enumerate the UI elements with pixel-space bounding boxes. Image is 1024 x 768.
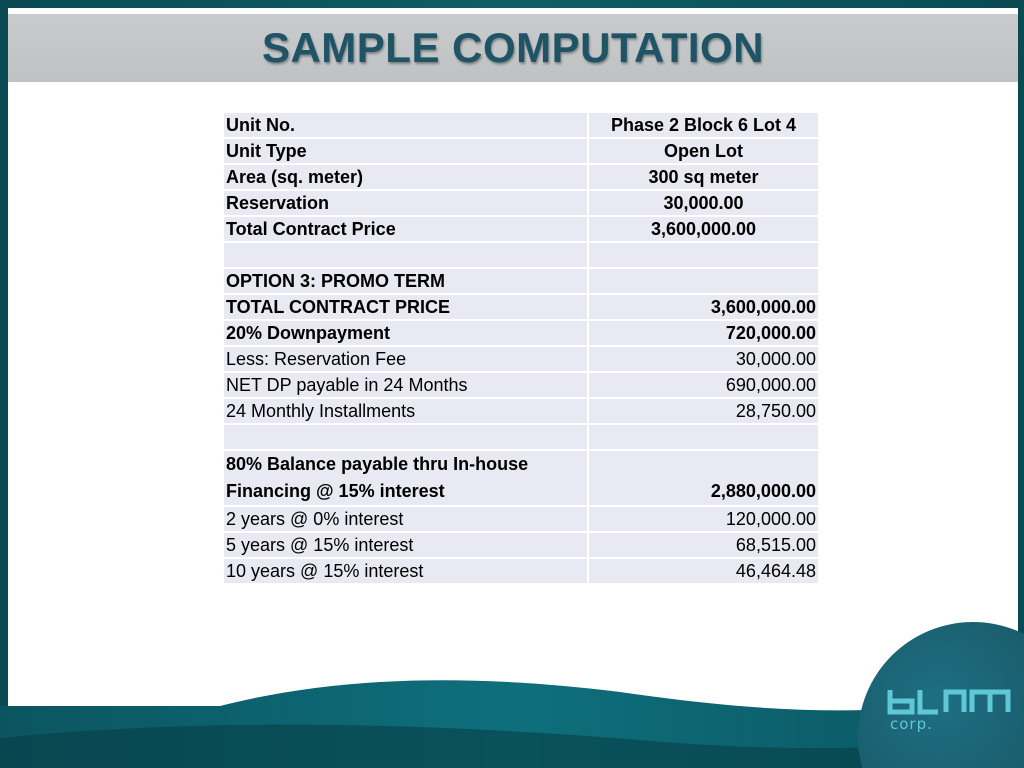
row-value: 3,600,000.00 bbox=[588, 216, 819, 242]
row-value: 30,000.00 bbox=[588, 346, 819, 372]
table-row bbox=[223, 268, 819, 294]
row-label: Area (sq. meter) bbox=[223, 164, 588, 190]
table-row bbox=[223, 164, 819, 190]
table-row bbox=[223, 398, 819, 424]
table-row bbox=[223, 138, 819, 164]
row-value: 2,880,000.00 bbox=[588, 450, 819, 506]
computation-table bbox=[222, 111, 820, 585]
row-value: 68,515.00 bbox=[588, 532, 819, 558]
table-row bbox=[223, 450, 819, 506]
row-value: 690,000.00 bbox=[588, 372, 819, 398]
row-label: TOTAL CONTRACT PRICE bbox=[223, 294, 588, 320]
row-value: 720,000.00 bbox=[588, 320, 819, 346]
table-row bbox=[223, 532, 819, 558]
row-value: Open Lot bbox=[588, 138, 819, 164]
row-value: 28,750.00 bbox=[588, 398, 819, 424]
row-label: Unit No. bbox=[223, 112, 588, 138]
table-row bbox=[223, 320, 819, 346]
row-label: OPTION 3: PROMO TERM bbox=[223, 268, 588, 294]
row-value: 46,464.48 bbox=[588, 558, 819, 584]
row-label: Less: Reservation Fee bbox=[223, 346, 588, 372]
title-bar bbox=[8, 14, 1018, 82]
row-label: 10 years @ 15% interest bbox=[223, 558, 588, 584]
logo-subtext: corp. bbox=[890, 715, 933, 733]
row-value: 300 sq meter bbox=[588, 164, 819, 190]
table-row bbox=[223, 190, 819, 216]
row-label: NET DP payable in 24 Months bbox=[223, 372, 588, 398]
row-value: 30,000.00 bbox=[588, 190, 819, 216]
row-value bbox=[588, 242, 819, 268]
row-label: 24 Monthly Installments bbox=[223, 398, 588, 424]
row-value: 3,600,000.00 bbox=[588, 294, 819, 320]
content-panel bbox=[8, 8, 1018, 768]
table-row bbox=[223, 216, 819, 242]
row-label: 80% Balance payable thru In-house Financing @ 15% interest bbox=[223, 450, 588, 506]
row-label: Unit Type bbox=[223, 138, 588, 164]
table-row bbox=[223, 424, 819, 450]
table-row bbox=[223, 558, 819, 584]
row-label bbox=[223, 424, 588, 450]
row-label: Total Contract Price bbox=[223, 216, 588, 242]
table-row bbox=[223, 112, 819, 138]
row-label: 2 years @ 0% interest bbox=[223, 506, 588, 532]
row-label bbox=[223, 242, 588, 268]
row-value bbox=[588, 424, 819, 450]
page-title: SAMPLE COMPUTATION bbox=[261, 24, 765, 71]
table-row bbox=[223, 346, 819, 372]
row-label: 20% Downpayment bbox=[223, 320, 588, 346]
row-label: Reservation bbox=[223, 190, 588, 216]
table-row bbox=[223, 242, 819, 268]
row-value bbox=[588, 268, 819, 294]
row-value: 120,000.00 bbox=[588, 506, 819, 532]
row-value: Phase 2 Block 6 Lot 4 bbox=[588, 112, 819, 138]
table-row bbox=[223, 506, 819, 532]
row-label: 5 years @ 15% interest bbox=[223, 532, 588, 558]
table-row bbox=[223, 372, 819, 398]
table-row bbox=[223, 294, 819, 320]
